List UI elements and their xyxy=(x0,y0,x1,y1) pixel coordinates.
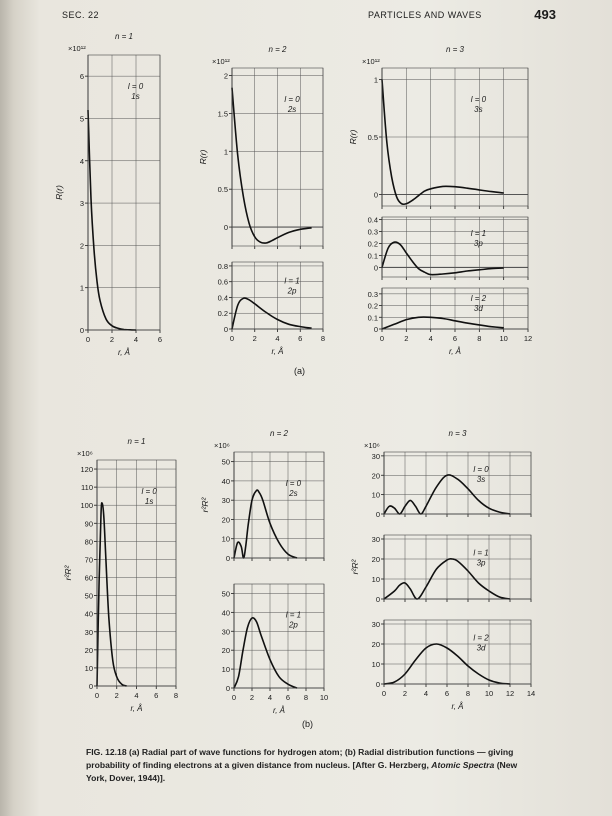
a-n2-2s-title: n = 2 xyxy=(268,45,287,54)
b-n1-ytick-label: 10 xyxy=(84,663,93,673)
part-b-label: (b) xyxy=(302,719,313,729)
a-n2-2p-ytick-label: 0.2 xyxy=(217,309,228,319)
a-n1-ytick-label: 1 xyxy=(79,283,84,293)
b-n1-ytick-label: 20 xyxy=(84,645,93,655)
b-n2-2p-xtick-label: 10 xyxy=(319,693,329,702)
running-title: PARTICLES AND WAVES xyxy=(368,10,482,20)
b-n2-2p-xtick-label: 4 xyxy=(267,693,273,702)
a-n3-3s-ytick-label: 0.5 xyxy=(367,133,378,142)
a-n3-3d-xtick-label: 12 xyxy=(523,334,533,343)
part-a-label: (a) xyxy=(294,366,305,376)
a-n1-xtick-label: 0 xyxy=(85,335,91,344)
a-n2-2p-ytick-label: 0.4 xyxy=(217,293,228,303)
b-n3-3s-annotation-orbital: 3s xyxy=(476,474,486,484)
a-n3-3d-xlabel: r, Å xyxy=(448,347,462,356)
b-n2-2s-ytick-label: 40 xyxy=(221,476,230,486)
b-n2-2p-ytick-label: 40 xyxy=(221,608,230,618)
a-n3-3s-ytick-label: 1 xyxy=(373,75,378,85)
b-n3-3p-annotation-orbital: 3p xyxy=(476,558,486,568)
a-n2-2p-annotation-l: l = 1 xyxy=(284,276,300,286)
a-n3-3p-annotation-l: l = 1 xyxy=(470,229,487,239)
a-n2-2p-xtick-label: 4 xyxy=(275,334,280,343)
b-n3-3d-xtick-label: 4 xyxy=(423,689,429,698)
a-n2-2s-ylabel: R(r) xyxy=(198,149,208,165)
a-n3-3p-ytick-label: 0.1 xyxy=(367,251,378,261)
a-n3-3s-ylabel: R(r) xyxy=(348,129,358,145)
b-n3-3s-ytick-label: 20 xyxy=(371,471,380,481)
b-n2-2p-ytick-label: 30 xyxy=(221,627,230,637)
b-n2-2s-annotation-l: l = 0 xyxy=(285,478,302,488)
b-n3-3p-frame xyxy=(384,535,531,599)
a-n2-2p-xtick-label: 8 xyxy=(320,334,326,343)
b-n2-2p-xtick-label: 6 xyxy=(285,693,291,702)
b-n2-2s-ytick-label: 50 xyxy=(221,457,230,467)
caption-ref-title: Atomic Spectra xyxy=(431,760,495,770)
a-n3-3p-ytick-label: 0.2 xyxy=(367,239,378,249)
a-n1-xtick-label: 2 xyxy=(109,335,115,344)
b-n2-2p-ytick-label: 50 xyxy=(221,589,230,599)
b-n2-2p-annotation-l: l = 1 xyxy=(285,610,302,620)
a-n2-2s-ytick-label: 0.5 xyxy=(217,185,228,195)
b-n2-2s-ytick-label: 20 xyxy=(221,515,230,525)
a-n2-2s-ytick-label: 1.5 xyxy=(217,109,228,119)
page-number: 493 xyxy=(534,7,556,22)
a-n3-3s-ytick-label: 0 xyxy=(373,190,378,200)
a-n1-ylabel: R(r) xyxy=(54,185,64,200)
a-n1-ytick-label: 3 xyxy=(79,199,84,209)
a-n2-2s-ytick-label: 2 xyxy=(223,71,228,81)
a-n3-3d-ytick-label: 0.3 xyxy=(367,289,378,299)
b-n1-title: n = 1 xyxy=(127,437,146,446)
a-n3-3s-annotation-l: l = 0 xyxy=(470,95,487,104)
a-n2-2p-annotation-orbital: 2p xyxy=(287,286,297,296)
a-n3-3d-annotation-l: l = 2 xyxy=(470,294,487,304)
b-n3-3d-annotation-l: l = 2 xyxy=(473,633,489,643)
a-n1-frame xyxy=(88,55,160,330)
b-n1-xtick-label: 4 xyxy=(134,691,139,700)
b-n3-3d-xtick-label: 0 xyxy=(381,689,387,698)
a-n3-3p-curve xyxy=(382,242,504,275)
b-n1-xtick-label: 8 xyxy=(173,691,179,700)
caption-fig-label: FIG. 12.18 xyxy=(86,747,127,757)
caption-ref-prefix: [After G. Herzberg, xyxy=(352,760,429,770)
b-n1-ytick-label: 40 xyxy=(84,609,93,619)
a-n2-2s-ytick-label: 1 xyxy=(223,147,228,157)
a-n2-2s-multiplier: ×10¹² xyxy=(212,57,230,66)
b-n2-2s-ytick-label: 0 xyxy=(225,554,230,563)
a-n2-2p-curve xyxy=(232,298,312,329)
b-n2-2s-ytick-label: 10 xyxy=(221,534,230,544)
b-n3-3s-title: n = 3 xyxy=(448,429,467,438)
b-n1-ytick-label: 0 xyxy=(88,682,93,691)
a-n2-2p-xlabel: r, Å xyxy=(271,347,284,356)
b-n1-ytick-label: 60 xyxy=(84,573,93,583)
b-n3-3d-annotation-orbital: 3d xyxy=(476,643,486,653)
b-n3-3d-xlabel: r, Å xyxy=(451,702,464,711)
a-n1-xtick-label: 6 xyxy=(157,335,163,344)
a-n3-3d-ytick-label: 0 xyxy=(373,325,378,334)
caption-ref-suffix: (New York, Dover, 1944)]. xyxy=(86,760,518,783)
a-n2-2p-xtick-label: 2 xyxy=(252,334,257,343)
a-n1-ytick-label: 6 xyxy=(79,72,84,82)
b-n1-ytick-label: 100 xyxy=(80,501,93,511)
a-n3-3d-xtick-label: 6 xyxy=(452,334,458,343)
b-n1-xtick-label: 0 xyxy=(94,691,100,700)
b-n2-2p-curve xyxy=(234,618,297,688)
a-n3-3d-xtick-label: 4 xyxy=(428,334,433,343)
b-n2-2p-ytick-label: 0 xyxy=(225,684,230,693)
b-n3-3s-ytick-label: 10 xyxy=(371,490,380,500)
a-n2-2p-ytick-label: 0.6 xyxy=(217,277,228,287)
b-n3-3s-multiplier: ×10⁶ xyxy=(364,441,380,450)
b-n2-2p-xtick-label: 8 xyxy=(303,693,309,702)
b-n2-2p-ytick-label: 20 xyxy=(221,646,230,656)
a-n2-2p-ytick-label: 0 xyxy=(223,325,228,334)
a-n1-ytick-label: 0 xyxy=(79,326,84,335)
b-n1-xtick-label: 2 xyxy=(114,691,119,700)
b-n1-xlabel: r, Å xyxy=(130,704,143,713)
b-n1-ytick-label: 120 xyxy=(80,465,93,475)
b-n3-3p-ytick-label: 10 xyxy=(371,575,380,584)
a-n1-annotation-l: l = 0 xyxy=(127,82,144,91)
b-n3-3d-xtick-label: 12 xyxy=(505,689,515,698)
a-n1-title: n = 1 xyxy=(114,32,134,41)
b-n3-3p-ytick-label: 0 xyxy=(375,595,380,604)
a-n3-3s-multiplier: ×10¹² xyxy=(362,57,380,66)
b-n3-3p-ytick-label: 30 xyxy=(371,535,380,544)
b-n3-3s-ytick-label: 0 xyxy=(375,510,380,519)
b-n3-3p-ylabel: r²R² xyxy=(350,559,360,575)
a-n1-ytick-label: 4 xyxy=(79,156,84,166)
a-n1-ytick-label: 2 xyxy=(79,241,84,251)
a-n2-2s-curve xyxy=(232,88,312,243)
figure-caption xyxy=(86,746,526,785)
b-n1-multiplier: ×10⁶ xyxy=(77,449,93,458)
a-n2-2p-xtick-label: 0 xyxy=(229,334,235,343)
b-n3-3d-frame xyxy=(384,620,531,684)
b-n1-xtick-label: 6 xyxy=(154,691,159,700)
b-n3-3d-xtick-label: 14 xyxy=(526,689,536,698)
a-n3-3d-ytick-label: 0.2 xyxy=(367,301,378,311)
b-n3-3p-ytick-label: 20 xyxy=(371,555,380,564)
a-n1-xlabel: r, Å xyxy=(117,348,131,357)
a-n1-xtick-label: 4 xyxy=(133,335,139,344)
a-n3-3p-annotation-orbital: 3p xyxy=(473,239,483,249)
a-n3-3p-ytick-label: 0 xyxy=(373,263,378,273)
a-n1-annotation-orbital: 1s xyxy=(131,92,140,101)
a-n3-3p-ytick-label: 0.4 xyxy=(367,215,378,225)
b-n3-3d-xtick-label: 8 xyxy=(465,689,471,698)
b-n3-3d-ytick-label: 30 xyxy=(371,620,380,629)
a-n3-3d-xtick-label: 8 xyxy=(477,334,482,343)
a-n3-3d-ytick-label: 0.1 xyxy=(367,313,378,323)
b-n2-2p-xlabel: r, Å xyxy=(272,706,286,715)
b-n3-3d-ytick-label: 20 xyxy=(371,640,380,649)
a-n3-3p-ytick-label: 0.3 xyxy=(367,227,378,237)
a-n2-2s-ytick-label: 0 xyxy=(223,223,228,233)
b-n2-2s-multiplier: ×10⁶ xyxy=(214,441,230,450)
b-n1-ytick-label: 110 xyxy=(81,483,93,493)
b-n2-2p-xtick-label: 2 xyxy=(249,693,255,702)
a-n3-3s-annotation-orbital: 3s xyxy=(474,105,483,114)
b-n2-2p-annotation-orbital: 2p xyxy=(288,620,298,630)
b-n2-2s-annotation-orbital: 2s xyxy=(289,488,298,498)
b-n1-ylabel: r²R² xyxy=(63,565,73,581)
a-n3-3d-annotation-orbital: 3d xyxy=(473,304,483,314)
b-n1-ytick-label: 30 xyxy=(84,627,93,637)
a-n3-3d-curve xyxy=(382,317,504,329)
b-n2-2p-xtick-label: 0 xyxy=(231,693,237,702)
a-n3-3d-xtick-label: 0 xyxy=(379,334,385,343)
caption-text: (a) Radial part of wave functions for hydrogen atom; (b) Radial distribution functions — giving probability of finding electrons at a given distance from nucleus. xyxy=(86,747,514,770)
b-n1-annotation-l: l = 0 xyxy=(141,487,157,496)
b-n3-3s-ytick-label: 30 xyxy=(371,451,380,461)
b-n1-ytick-label: 90 xyxy=(84,519,93,529)
b-n1-curve xyxy=(97,503,127,686)
b-n2-2p-ytick-label: 10 xyxy=(221,665,230,675)
b-n3-3d-xtick-label: 6 xyxy=(444,689,450,698)
b-n3-3d-xtick-label: 10 xyxy=(484,689,494,698)
b-n1-ytick-label: 80 xyxy=(84,537,93,547)
b-n2-2s-ytick-label: 30 xyxy=(221,496,230,506)
b-n3-3s-annotation-l: l = 0 xyxy=(473,464,489,474)
b-n1-ytick-label: 50 xyxy=(84,591,93,601)
a-n3-3s-title: n = 3 xyxy=(445,45,465,54)
b-n3-3d-ytick-label: 0 xyxy=(375,680,380,689)
a-n3-3d-xtick-label: 10 xyxy=(499,334,508,343)
b-n2-2s-title: n = 2 xyxy=(269,429,289,438)
b-n3-3p-annotation-l: l = 1 xyxy=(473,548,489,558)
section-header: SEC. 22 xyxy=(62,10,100,20)
a-n2-2s-annotation-l: l = 0 xyxy=(284,95,300,104)
b-n2-2s-ylabel: r²R² xyxy=(200,497,210,513)
b-n1-annotation-orbital: 1s xyxy=(144,497,154,506)
a-n1-ytick-label: 5 xyxy=(79,114,84,124)
a-n2-2s-annotation-orbital: 2s xyxy=(287,105,297,114)
b-n3-3d-ytick-label: 10 xyxy=(371,660,380,669)
a-n3-3d-xtick-label: 2 xyxy=(404,334,409,343)
b-n1-ytick-label: 70 xyxy=(84,555,93,565)
a-n2-2p-ytick-label: 0.8 xyxy=(217,261,228,271)
a-n2-2p-xtick-label: 6 xyxy=(298,334,303,343)
b-n3-3d-xtick-label: 2 xyxy=(402,689,408,698)
a-n1-multiplier: ×10¹² xyxy=(68,44,86,53)
b-n2-2p-frame xyxy=(234,584,324,688)
